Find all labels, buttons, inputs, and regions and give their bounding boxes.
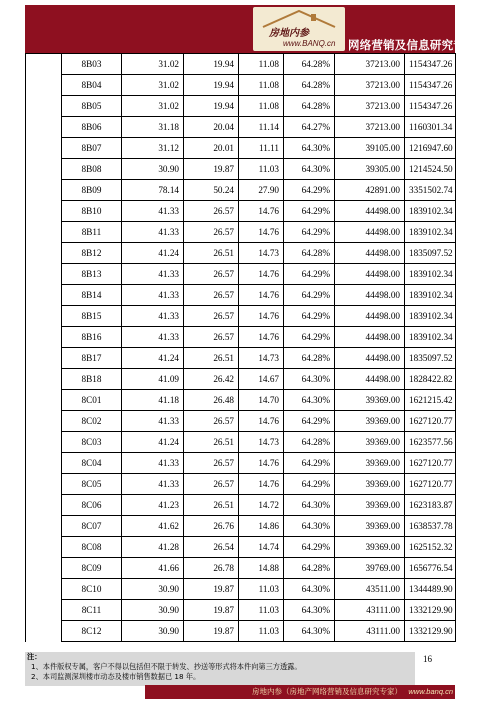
area-cell: 41.66 <box>122 558 184 579</box>
logo-url: www.BANQ.cn <box>283 39 336 48</box>
table-row <box>26 474 456 495</box>
footer-url: www.banq.cn <box>408 687 453 696</box>
table-row <box>26 390 456 411</box>
blank-cell <box>26 474 62 495</box>
unit-price-cell: 39369.00 <box>335 411 405 432</box>
ratio-cell: 64.28% <box>284 75 335 96</box>
unit-cell: 8B06 <box>62 117 122 138</box>
area-cell: 30.90 <box>122 579 184 600</box>
area-cell: 41.33 <box>122 264 184 285</box>
header-title: 网络营销及信息研究专家 <box>348 38 477 52</box>
unit-cell: 8C12 <box>62 621 122 642</box>
inner-area-cell: 19.87 <box>184 621 239 642</box>
shared-area-cell: 27.90 <box>239 180 284 201</box>
unit-price-cell: 39369.00 <box>335 474 405 495</box>
blank-cell <box>26 558 62 579</box>
unit-cell: 8B03 <box>62 54 122 75</box>
shared-area-cell: 14.76 <box>239 411 284 432</box>
blank-cell <box>26 96 62 117</box>
unit-cell: 8B18 <box>62 369 122 390</box>
area-cell: 78.14 <box>122 180 184 201</box>
area-cell: 31.18 <box>122 117 184 138</box>
blank-cell <box>26 411 62 432</box>
inner-area-cell: 26.42 <box>184 369 239 390</box>
ratio-cell: 64.29% <box>284 327 335 348</box>
ratio-cell: 64.28% <box>284 348 335 369</box>
table-row <box>26 117 456 138</box>
ratio-cell: 64.30% <box>284 495 335 516</box>
inner-area-cell: 26.54 <box>184 537 239 558</box>
inner-area-cell: 20.01 <box>184 138 239 159</box>
ratio-cell: 64.27% <box>284 117 335 138</box>
unit-price-cell: 43511.00 <box>335 579 405 600</box>
shared-area-cell: 11.03 <box>239 621 284 642</box>
area-cell: 41.09 <box>122 369 184 390</box>
total-price-cell: 1625152.32 <box>405 537 456 558</box>
shared-area-cell: 14.70 <box>239 390 284 411</box>
unit-price-cell: 39369.00 <box>335 495 405 516</box>
logo-text: 房地内参 <box>269 28 309 39</box>
shared-area-cell: 14.67 <box>239 369 284 390</box>
table-row <box>26 327 456 348</box>
unit-price-cell: 37213.00 <box>335 117 405 138</box>
shared-area-cell: 14.73 <box>239 243 284 264</box>
ratio-cell: 64.30% <box>284 390 335 411</box>
blank-cell <box>26 75 62 96</box>
blank-cell <box>26 54 62 75</box>
total-price-cell: 1214524.50 <box>405 159 456 180</box>
area-cell: 41.62 <box>122 516 184 537</box>
sales-table <box>25 53 456 642</box>
unit-cell: 8B16 <box>62 327 122 348</box>
total-price-cell: 1627120.77 <box>405 453 456 474</box>
total-price-cell: 1835097.52 <box>405 243 456 264</box>
shared-area-cell: 14.76 <box>239 327 284 348</box>
shared-area-cell: 14.76 <box>239 474 284 495</box>
inner-area-cell: 26.76 <box>184 516 239 537</box>
shared-area-cell: 14.72 <box>239 495 284 516</box>
inner-area-cell: 26.57 <box>184 474 239 495</box>
blank-cell <box>26 348 62 369</box>
blank-cell <box>26 579 62 600</box>
unit-cell: 8C08 <box>62 537 122 558</box>
unit-price-cell: 39369.00 <box>335 432 405 453</box>
inner-area-cell: 50.24 <box>184 180 239 201</box>
blank-cell <box>26 201 62 222</box>
blank-cell <box>26 117 62 138</box>
unit-price-cell: 39105.00 <box>335 138 405 159</box>
blank-cell <box>26 453 62 474</box>
table-row <box>26 75 456 96</box>
total-price-cell: 1216947.60 <box>405 138 456 159</box>
table-row <box>26 537 456 558</box>
unit-price-cell: 39369.00 <box>335 390 405 411</box>
inner-area-cell: 26.48 <box>184 390 239 411</box>
area-cell: 41.18 <box>122 390 184 411</box>
unit-price-cell: 44498.00 <box>335 264 405 285</box>
shared-area-cell: 11.03 <box>239 579 284 600</box>
table-row <box>26 579 456 600</box>
area-cell: 30.90 <box>122 621 184 642</box>
blank-cell <box>26 306 62 327</box>
blank-cell <box>26 390 62 411</box>
blank-cell <box>26 537 62 558</box>
ratio-cell: 64.29% <box>284 537 335 558</box>
total-price-cell: 1656776.54 <box>405 558 456 579</box>
unit-cell: 8B09 <box>62 180 122 201</box>
blank-cell <box>26 495 62 516</box>
shared-area-cell: 14.88 <box>239 558 284 579</box>
inner-area-cell: 26.51 <box>184 495 239 516</box>
shared-area-cell: 11.08 <box>239 75 284 96</box>
unit-cell: 8B15 <box>62 306 122 327</box>
inner-area-cell: 26.78 <box>184 558 239 579</box>
footer-text: 房地内参（房地产网络营销及信息研究专家） <box>252 687 402 696</box>
shared-area-cell: 14.76 <box>239 264 284 285</box>
blank-cell <box>26 327 62 348</box>
blank-cell <box>26 222 62 243</box>
unit-cell: 8C07 <box>62 516 122 537</box>
total-price-cell: 1835097.52 <box>405 348 456 369</box>
shared-area-cell: 14.76 <box>239 201 284 222</box>
inner-area-cell: 19.94 <box>184 54 239 75</box>
unit-price-cell: 39769.00 <box>335 558 405 579</box>
inner-area-cell: 19.94 <box>184 96 239 117</box>
ratio-cell: 64.29% <box>284 306 335 327</box>
area-cell: 41.24 <box>122 243 184 264</box>
notes-box <box>25 652 415 686</box>
total-price-cell: 1154347.26 <box>405 54 456 75</box>
total-price-cell: 1839102.34 <box>405 201 456 222</box>
total-price-cell: 1332129.90 <box>405 621 456 642</box>
area-cell: 30.90 <box>122 600 184 621</box>
unit-cell: 8B10 <box>62 201 122 222</box>
area-cell: 41.33 <box>122 306 184 327</box>
unit-cell: 8B11 <box>62 222 122 243</box>
unit-cell: 8B05 <box>62 96 122 117</box>
area-cell: 41.33 <box>122 201 184 222</box>
ratio-cell: 64.28% <box>284 558 335 579</box>
unit-cell: 8B14 <box>62 285 122 306</box>
ratio-cell: 64.30% <box>284 369 335 390</box>
unit-cell: 8B13 <box>62 264 122 285</box>
inner-area-cell: 26.57 <box>184 264 239 285</box>
total-price-cell: 1621215.42 <box>405 390 456 411</box>
unit-cell: 8C11 <box>62 600 122 621</box>
ratio-cell: 64.29% <box>284 180 335 201</box>
blank-cell <box>26 264 62 285</box>
area-cell: 41.24 <box>122 348 184 369</box>
inner-area-cell: 19.87 <box>184 579 239 600</box>
shared-area-cell: 14.73 <box>239 432 284 453</box>
inner-area-cell: 19.87 <box>184 600 239 621</box>
shared-area-cell: 14.74 <box>239 537 284 558</box>
ratio-cell: 64.29% <box>284 411 335 432</box>
blank-cell <box>26 138 62 159</box>
ratio-cell: 64.30% <box>284 600 335 621</box>
unit-price-cell: 44498.00 <box>335 285 405 306</box>
table-row <box>26 285 456 306</box>
area-cell: 41.23 <box>122 495 184 516</box>
note-line-2: 2、本司监测深圳楼市动态及楼市销售数据已 18 年。 <box>31 672 201 681</box>
unit-cell: 8B04 <box>62 75 122 96</box>
unit-price-cell: 44498.00 <box>335 348 405 369</box>
unit-cell: 8C01 <box>62 390 122 411</box>
total-price-cell: 1627120.77 <box>405 411 456 432</box>
shared-area-cell: 11.14 <box>239 117 284 138</box>
table-row <box>26 306 456 327</box>
ratio-cell: 64.29% <box>284 264 335 285</box>
shared-area-cell: 11.08 <box>239 96 284 117</box>
inner-area-cell: 19.87 <box>184 159 239 180</box>
table-row <box>26 138 456 159</box>
inner-area-cell: 26.57 <box>184 222 239 243</box>
total-price-cell: 1332129.90 <box>405 600 456 621</box>
unit-cell: 8C03 <box>62 432 122 453</box>
sales-table-container <box>25 53 455 645</box>
table-row <box>26 201 456 222</box>
ratio-cell: 64.30% <box>284 138 335 159</box>
blank-cell <box>26 432 62 453</box>
ratio-cell: 64.30% <box>284 579 335 600</box>
total-price-cell: 1839102.34 <box>405 285 456 306</box>
blank-cell <box>26 285 62 306</box>
table-row <box>26 54 456 75</box>
table-row <box>26 516 456 537</box>
total-price-cell: 1154347.26 <box>405 96 456 117</box>
unit-price-cell: 37213.00 <box>335 96 405 117</box>
table-row <box>26 222 456 243</box>
table-row <box>26 159 456 180</box>
unit-price-cell: 39369.00 <box>335 453 405 474</box>
inner-area-cell: 26.51 <box>184 243 239 264</box>
unit-price-cell: 37213.00 <box>335 75 405 96</box>
total-price-cell: 1623577.56 <box>405 432 456 453</box>
unit-price-cell: 43111.00 <box>335 621 405 642</box>
ratio-cell: 64.30% <box>284 516 335 537</box>
blank-cell <box>26 516 62 537</box>
table-row <box>26 96 456 117</box>
total-price-cell: 3351502.74 <box>405 180 456 201</box>
unit-price-cell: 39305.00 <box>335 159 405 180</box>
unit-price-cell: 43111.00 <box>335 600 405 621</box>
area-cell: 41.33 <box>122 453 184 474</box>
unit-price-cell: 42891.00 <box>335 180 405 201</box>
inner-area-cell: 19.94 <box>184 75 239 96</box>
table-row <box>26 453 456 474</box>
ratio-cell: 64.28% <box>284 96 335 117</box>
area-cell: 41.33 <box>122 222 184 243</box>
total-price-cell: 1839102.34 <box>405 222 456 243</box>
table-row <box>26 411 456 432</box>
unit-cell: 8C06 <box>62 495 122 516</box>
unit-cell: 8C05 <box>62 474 122 495</box>
total-price-cell: 1160301.34 <box>405 117 456 138</box>
inner-area-cell: 26.57 <box>184 327 239 348</box>
shared-area-cell: 14.76 <box>239 222 284 243</box>
unit-price-cell: 44498.00 <box>335 201 405 222</box>
shared-area-cell: 14.76 <box>239 306 284 327</box>
area-cell: 41.33 <box>122 474 184 495</box>
inner-area-cell: 26.57 <box>184 285 239 306</box>
area-cell: 31.02 <box>122 96 184 117</box>
area-cell: 41.33 <box>122 411 184 432</box>
area-cell: 31.02 <box>122 54 184 75</box>
shared-area-cell: 11.03 <box>239 600 284 621</box>
unit-price-cell: 44498.00 <box>335 369 405 390</box>
total-price-cell: 1828422.82 <box>405 369 456 390</box>
ratio-cell: 64.29% <box>284 474 335 495</box>
blank-cell <box>26 369 62 390</box>
unit-price-cell: 44498.00 <box>335 222 405 243</box>
ratio-cell: 64.28% <box>284 243 335 264</box>
sales-table-body <box>26 54 456 642</box>
unit-price-cell: 44498.00 <box>335 306 405 327</box>
footer-bar <box>145 685 455 699</box>
unit-price-cell: 44498.00 <box>335 327 405 348</box>
table-row <box>26 180 456 201</box>
shared-area-cell: 14.86 <box>239 516 284 537</box>
shared-area-cell: 11.11 <box>239 138 284 159</box>
area-cell: 41.33 <box>122 327 184 348</box>
page-number: 16 <box>423 654 432 664</box>
area-cell: 41.33 <box>122 285 184 306</box>
area-cell: 41.24 <box>122 432 184 453</box>
ratio-cell: 64.29% <box>284 222 335 243</box>
blank-cell <box>26 180 62 201</box>
shared-area-cell: 14.73 <box>239 348 284 369</box>
table-row <box>26 243 456 264</box>
total-price-cell: 1839102.34 <box>405 327 456 348</box>
ratio-cell: 64.30% <box>284 159 335 180</box>
inner-area-cell: 26.51 <box>184 432 239 453</box>
inner-area-cell: 20.04 <box>184 117 239 138</box>
total-price-cell: 1839102.34 <box>405 306 456 327</box>
unit-cell: 8C02 <box>62 411 122 432</box>
blank-cell <box>26 600 62 621</box>
total-price-cell: 1623183.87 <box>405 495 456 516</box>
unit-price-cell: 39369.00 <box>335 537 405 558</box>
inner-area-cell: 26.57 <box>184 306 239 327</box>
table-row <box>26 621 456 642</box>
total-price-cell: 1344489.90 <box>405 579 456 600</box>
inner-area-cell: 26.57 <box>184 453 239 474</box>
ratio-cell: 64.28% <box>284 54 335 75</box>
blank-cell <box>26 621 62 642</box>
unit-cell: 8B08 <box>62 159 122 180</box>
unit-price-cell: 44498.00 <box>335 243 405 264</box>
table-row <box>26 369 456 390</box>
unit-cell: 8C09 <box>62 558 122 579</box>
table-row <box>26 264 456 285</box>
blank-cell <box>26 159 62 180</box>
area-cell: 31.12 <box>122 138 184 159</box>
unit-price-cell: 37213.00 <box>335 54 405 75</box>
unit-cell: 8C04 <box>62 453 122 474</box>
unit-cell: 8C10 <box>62 579 122 600</box>
note-line-1: 1、本件版权专属，客户不得以包括但不限于转发、抄送等形式将本件向第三方透露。 <box>31 662 302 671</box>
ratio-cell: 64.29% <box>284 285 335 306</box>
shared-area-cell: 11.03 <box>239 159 284 180</box>
area-cell: 41.28 <box>122 537 184 558</box>
ratio-cell: 64.28% <box>284 432 335 453</box>
area-cell: 31.02 <box>122 75 184 96</box>
inner-area-cell: 26.51 <box>184 348 239 369</box>
table-row <box>26 600 456 621</box>
ratio-cell: 64.29% <box>284 453 335 474</box>
table-row <box>26 558 456 579</box>
total-price-cell: 1627120.77 <box>405 474 456 495</box>
ratio-cell: 64.29% <box>284 201 335 222</box>
header-banner <box>25 5 477 53</box>
blank-cell <box>26 243 62 264</box>
ratio-cell: 64.30% <box>284 621 335 642</box>
shared-area-cell: 14.76 <box>239 285 284 306</box>
table-row <box>26 495 456 516</box>
total-price-cell: 1839102.34 <box>405 264 456 285</box>
logo <box>253 7 345 51</box>
unit-cell: 8B17 <box>62 348 122 369</box>
table-row <box>26 432 456 453</box>
unit-cell: 8B12 <box>62 243 122 264</box>
unit-price-cell: 39369.00 <box>335 516 405 537</box>
total-price-cell: 1154347.26 <box>405 75 456 96</box>
total-price-cell: 1638537.78 <box>405 516 456 537</box>
unit-cell: 8B07 <box>62 138 122 159</box>
inner-area-cell: 26.57 <box>184 201 239 222</box>
area-cell: 30.90 <box>122 159 184 180</box>
notes-label: 注： <box>27 652 42 661</box>
shared-area-cell: 14.76 <box>239 453 284 474</box>
shared-area-cell: 11.08 <box>239 54 284 75</box>
table-row <box>26 348 456 369</box>
inner-area-cell: 26.57 <box>184 411 239 432</box>
